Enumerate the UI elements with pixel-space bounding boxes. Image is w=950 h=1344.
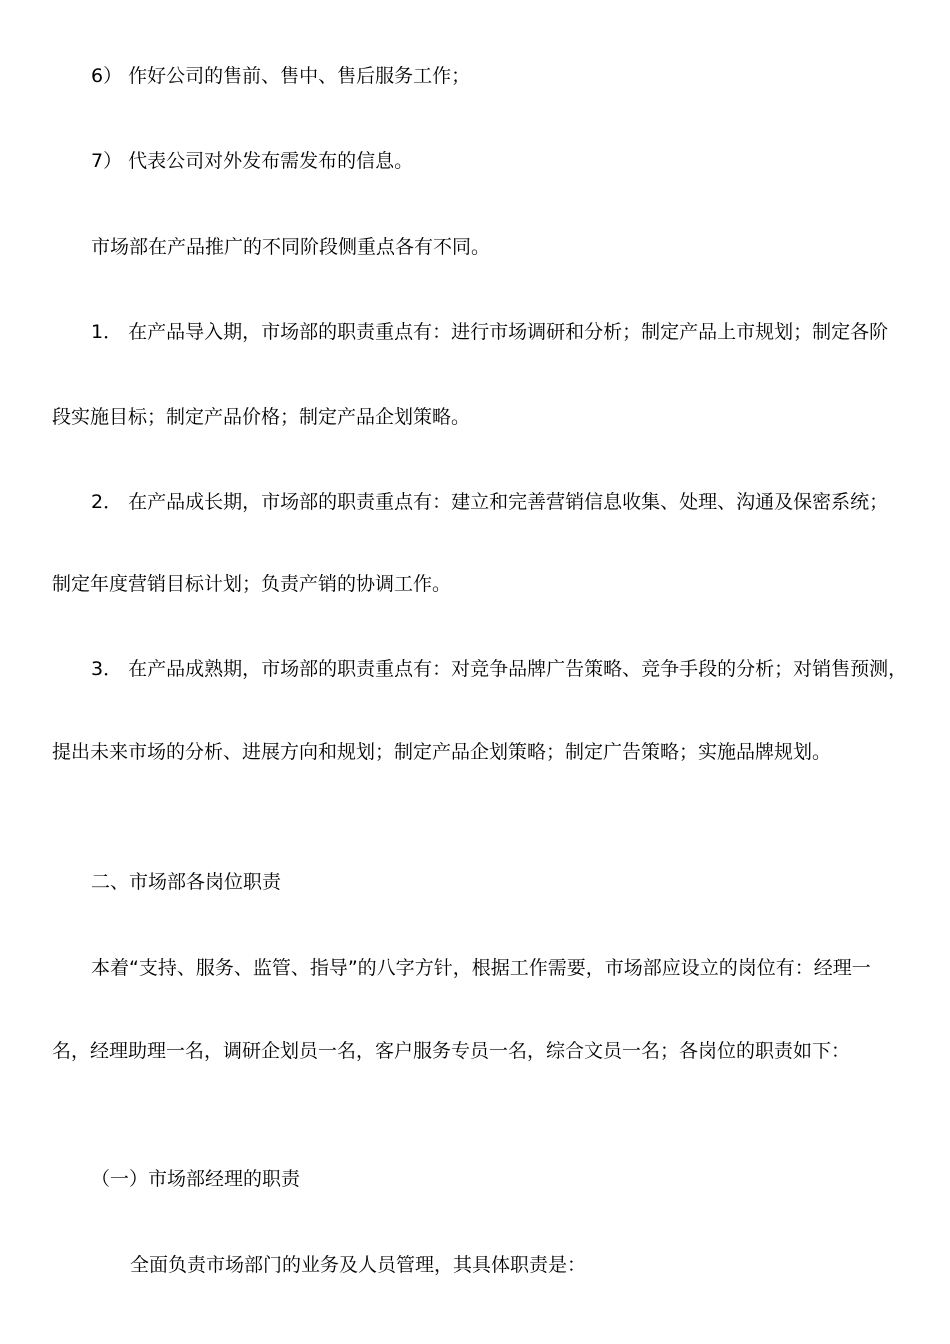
section-heading: 二、市场部各岗位职责 — [91, 871, 282, 893]
list-item-6: 6） 作好公司的售前、售中、售后服务工作； — [91, 65, 471, 87]
positions-line-1: 本着“支持、服务、监管、指导”的八字方针，根据工作需要，市场部应设立的岗位有：经理一 — [91, 957, 871, 979]
manager-duties-intro: 全面负责市场部门的业务及人员管理，其具体职责是： — [130, 1254, 587, 1276]
stage-2-line-2: 制定年度营销目标计划；负责产销的协调工作。 — [52, 573, 452, 595]
subsection-heading: （一）市场部经理的职责 — [91, 1168, 301, 1190]
stage-1-line-1: 1． 在产品导入期，市场部的职责重点有：进行市场调研和分析；制定产品上市规划；制定各阶 — [91, 321, 889, 343]
stage-2-line-1: 2． 在产品成长期，市场部的职责重点有：建立和完善营销信息收集、处理、沟通及保密系统； — [91, 491, 889, 513]
list-item-7: 7） 代表公司对外发布需发布的信息。 — [91, 150, 414, 172]
paragraph-intro: 市场部在产品推广的不同阶段侧重点各有不同。 — [91, 236, 491, 258]
stage-3-line-1: 3． 在产品成熟期，市场部的职责重点有：对竞争品牌广告策略、竞争手段的分析；对销售预测， — [91, 658, 908, 680]
stage-3-line-2: 提出未来市场的分析、进展方向和规划；制定产品企划策略；制定广告策略；实施品牌规划。 — [52, 741, 832, 763]
stage-1-line-2: 段实施目标；制定产品价格；制定产品企划策略。 — [52, 406, 471, 428]
positions-line-2: 名，经理助理一名，调研企划员一名，客户服务专员一名，综合文员一名；各岗位的职责如下： — [52, 1040, 851, 1062]
